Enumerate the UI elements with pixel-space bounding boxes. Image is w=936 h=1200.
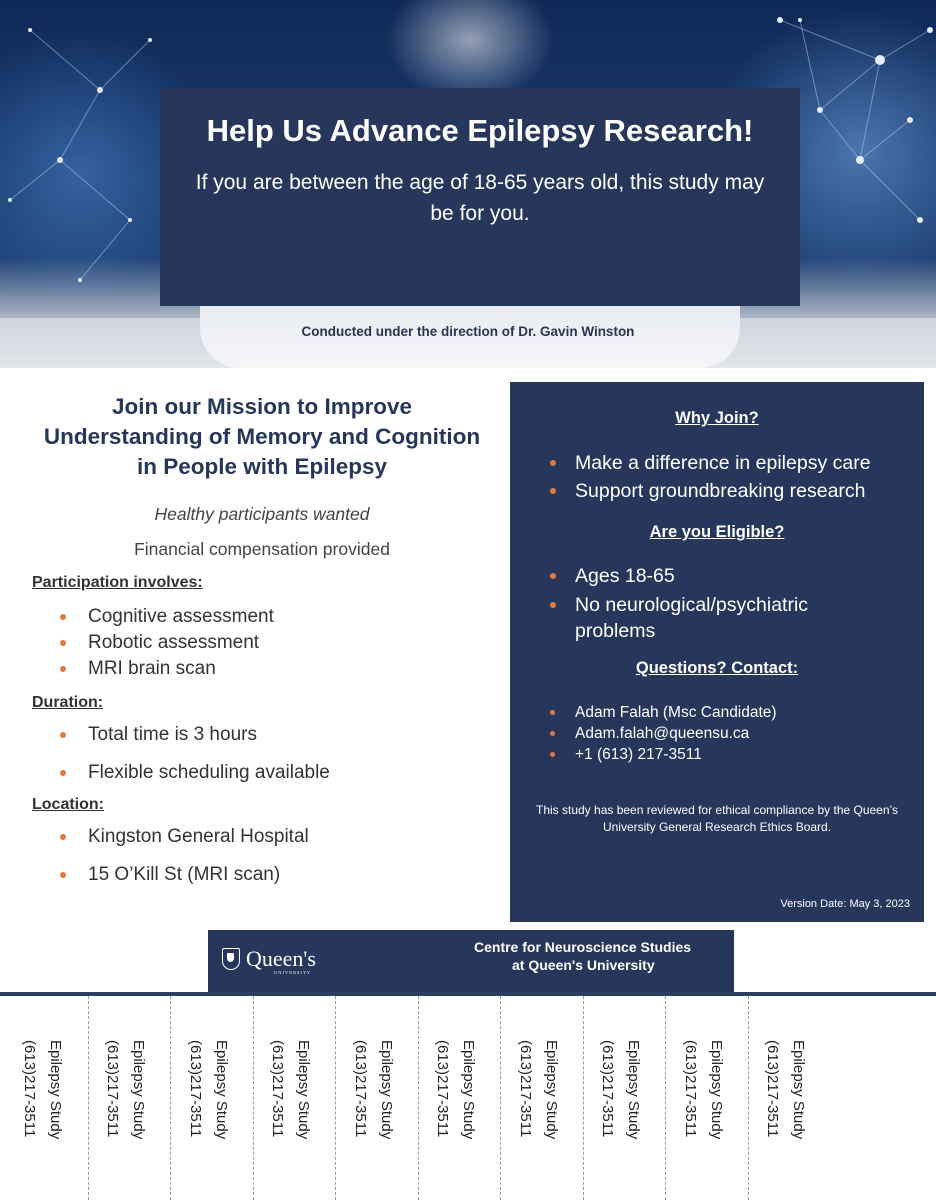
tear-off-tab[interactable]: [583, 996, 665, 1200]
tab-text: [16, 1040, 68, 1139]
tab-phone: (613)217-3511: [186, 1040, 204, 1138]
direction-note: Conducted under the direction of Dr. Gavin Winston: [301, 324, 635, 339]
mission-heading: Join our Mission to Improve Understanding of Memory and Cognition in People with Epilepsy: [43, 394, 481, 479]
why-join-heading: Why Join?: [675, 409, 759, 427]
tab-text: [429, 1040, 481, 1139]
contact-email[interactable]: Adam.falah@queensu.ca: [510, 723, 924, 744]
tab-label: Epilepsy Study: [295, 1040, 312, 1140]
contact-name: Adam Falah (Msc Candidate): [510, 702, 924, 723]
tab-phone: (613)217-3511: [764, 1040, 781, 1138]
tab-text: [512, 1040, 564, 1139]
list-item: Make a difference in epilepsy care: [510, 450, 924, 476]
tab-phone: (613)217-3511: [351, 1040, 369, 1138]
tab-phone: (613)217-3511: [269, 1040, 286, 1138]
tab-phone: (613)217-3511: [434, 1040, 451, 1138]
tab-label: Epilepsy Study: [130, 1040, 147, 1140]
hero-banner: [0, 0, 936, 368]
tab-label: Epilepsy Study: [212, 1040, 230, 1140]
page-title: Help Us Advance Epilepsy Research!: [206, 113, 754, 148]
title-box: [160, 88, 800, 306]
tear-off-tab[interactable]: [88, 996, 170, 1200]
tab-phone: (613)217-3511: [681, 1040, 699, 1138]
contact-heading: Questions? Contact:: [635, 659, 799, 677]
duration-list: [32, 722, 492, 786]
tab-text: [759, 1040, 811, 1139]
crest-icon: [222, 948, 240, 970]
tear-off-tab[interactable]: [748, 996, 830, 1200]
location-heading: Location:: [32, 796, 104, 813]
version-date: Version Date: May 3, 2023: [780, 898, 910, 910]
tear-off-tab[interactable]: [500, 996, 582, 1200]
tear-off-tab[interactable]: [335, 996, 417, 1200]
tab-label: Epilepsy Study: [625, 1040, 642, 1140]
list-item: MRI brain scan: [32, 656, 492, 682]
eligibility-heading: Are you Eligible?: [649, 523, 785, 541]
why-join-list: [510, 450, 924, 504]
tab-phone: (613)217-3511: [599, 1040, 616, 1138]
tear-off-tabs: [0, 996, 936, 1200]
list-item: 15 O’Kill St (MRI scan): [32, 862, 492, 888]
list-item: Total time is 3 hours: [32, 722, 492, 748]
list-item: No neurological/psychiatric problems: [510, 592, 924, 644]
contact-list: [510, 702, 924, 765]
list-item: Support groundbreaking research: [510, 478, 924, 504]
tab-phone: (613)217-3511: [21, 1040, 38, 1138]
tab-label: Epilepsy Study: [460, 1040, 477, 1140]
list-item: Flexible scheduling available: [32, 760, 492, 786]
participation-heading: Participation involves:: [32, 574, 203, 591]
tear-off-tab[interactable]: [5, 996, 87, 1200]
centre-line-1: Centre for Neuroscience Studies: [474, 939, 692, 955]
tab-text: [677, 1040, 729, 1139]
list-item: Cognitive assessment: [32, 604, 492, 630]
location-list: [32, 824, 492, 888]
queens-logo: [222, 948, 316, 970]
ethics-statement: This study has been reviewed for ethical compliance by the Queen’s University General Research Ethics Board.: [536, 803, 898, 834]
tab-label: Epilepsy Study: [377, 1040, 395, 1140]
logo-wordmark: Queen's: [246, 946, 316, 971]
tear-off-tab[interactable]: [253, 996, 335, 1200]
duration-heading: Duration:: [32, 694, 104, 711]
left-column: [32, 392, 492, 888]
tear-off-tab[interactable]: [170, 996, 252, 1200]
tab-text: [264, 1040, 316, 1139]
tear-off-tab[interactable]: [418, 996, 500, 1200]
tab-text: [99, 1040, 151, 1139]
healthy-participants-note: Healthy participants wanted: [154, 504, 370, 524]
info-panel: [510, 382, 924, 922]
tab-label: Epilepsy Study: [47, 1040, 64, 1140]
centre-line-2: at Queen's University: [512, 957, 655, 973]
tear-off-tab[interactable]: [665, 996, 747, 1200]
centre-name: [474, 938, 691, 974]
tab-phone: (613)217-3511: [516, 1040, 534, 1138]
compensation-note: Financial compensation provided: [134, 539, 390, 559]
list-item: Ages 18-65: [510, 563, 924, 589]
list-item: Kingston General Hospital: [32, 824, 492, 850]
contact-phone[interactable]: +1 (613) 217-3511: [510, 744, 924, 765]
participation-list: [32, 604, 492, 682]
page-subtitle: If you are between the age of 18-65 years old, this study may be for you.: [195, 171, 765, 225]
tab-label: Epilepsy Study: [542, 1040, 560, 1140]
eligibility-list: [510, 563, 924, 644]
tab-text: [347, 1040, 399, 1139]
tab-text: [182, 1040, 234, 1139]
tab-label: Epilepsy Study: [707, 1040, 725, 1140]
tab-label: Epilepsy Study: [790, 1040, 807, 1140]
tab-phone: (613)217-3511: [104, 1040, 121, 1138]
footer-bar: [208, 930, 734, 992]
tab-text: [594, 1040, 646, 1139]
logo-subtitle: UNIVERSITY: [274, 970, 311, 975]
list-item: Robotic assessment: [32, 630, 492, 656]
